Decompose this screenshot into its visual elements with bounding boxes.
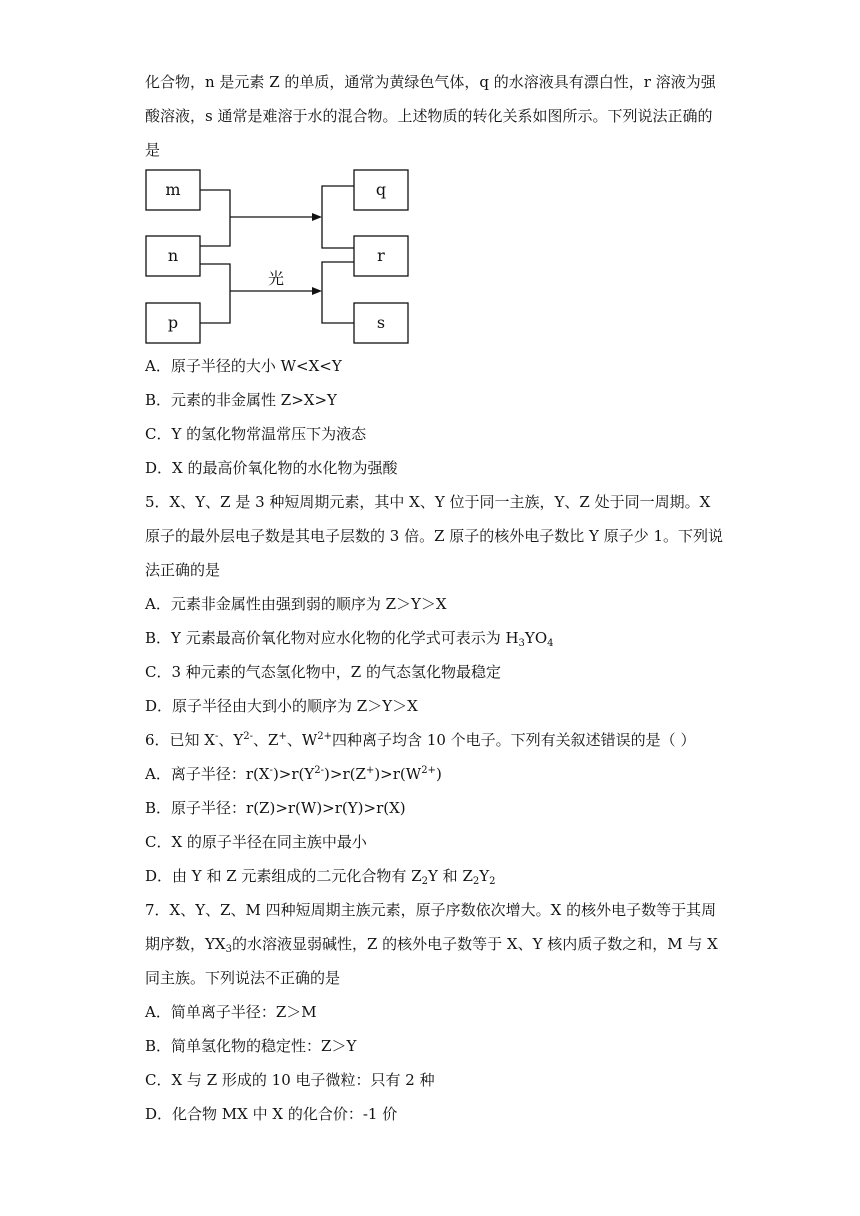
label-r: r [377, 246, 385, 265]
q7-stem-line-2: 期序数，$YX_3$的水溶液显弱碱性，Z 的核外电子数等于 X、Y 核内质子数之和，M 与 X [145, 935, 718, 955]
q5-option-b: B．Y 元素最高价氧化物对应水化物的化学式可表示为 $H_3YO_4$ [145, 629, 554, 649]
q7-option-b: B．简单氢化物的稳定性：Z＞Y [145, 1037, 357, 1055]
bracket-q-r [322, 186, 354, 248]
q6-stem: 6．已知 X-、$Y^{2-}$、Z+、$W^{2+}$四种离子均含 10 个电子。下列有关叙述错误的是（ ） [145, 731, 696, 749]
q5-stem-line-2: 原子的最外层电子数是其电子层数的 3 倍。Z 原子的核外电子数比 Y 原子少 1。下列说 [145, 527, 724, 545]
q7-option-d: D．化合物 MX 中 X 的化合价：-1 价 [145, 1105, 398, 1123]
label-s: s [376, 313, 386, 332]
q6-option-d: D．由 Y 和 Z 元素组成的二元化合物有 $Z_2Y$ 和 $Z_2Y_2$ [145, 867, 496, 887]
q6-option-c: C．X 的原子半径在同主族中最小 [145, 833, 367, 851]
arrowhead-lower [312, 287, 322, 295]
q4-option-d: D．X 的最高价氧化物的水化物为强酸 [145, 459, 398, 477]
label-light: 光 [267, 269, 285, 288]
intro-line-3: 是 [145, 141, 161, 159]
q5-option-c: C．3 种元素的气态氢化物中，Z 的气态氢化物最稳定 [145, 663, 501, 681]
label-n: n [167, 246, 179, 265]
label-m: m [165, 180, 181, 199]
intro-line-1: 化合物，n 是元素 Z 的单质，通常为黄绿色气体，q 的水溶液具有漂白性，r 溶液为强 [145, 73, 716, 91]
q4-option-c: C．Y 的氢化物常温常压下为液态 [145, 425, 367, 443]
label-p: p [167, 313, 179, 332]
q6-option-b: B．原子半径：r(Z)>r(W)>r(Y)>r(X) [145, 799, 406, 817]
q7-option-a: A．简单离子半径：Z＞M [145, 1003, 317, 1021]
q4-option-b: B．元素的非金属性 Z>X>Y [145, 391, 337, 409]
q5-option-a: A．元素非金属性由强到弱的顺序为 Z＞Y＞X [145, 595, 447, 613]
label-q: q [375, 180, 387, 199]
arrowhead-upper [312, 213, 322, 221]
bracket-m-n [200, 190, 230, 246]
q5-option-d: D．原子半径由大到小的顺序为 Z＞Y＞X [145, 697, 418, 715]
conversion-diagram [140, 160, 420, 350]
q7-stem-line-3: 同主族。下列说法不正确的是 [145, 969, 341, 987]
bracket-r-s [322, 262, 354, 323]
intro-line-2: 酸溶液，s 通常是难溶于水的混合物。上述物质的转化关系如图所示。下列说法正确的 [145, 107, 713, 125]
q6-option-a: A．离子半径：$r(X^-)>r(Y^{2-})>r(Z^+)>r(W^{2+})$ [145, 765, 442, 783]
q5-stem-line-1: 5．X、Y、Z 是 3 种短周期元素，其中 X、Y 位于同一主族，Y、Z 处于同一周期。X [145, 493, 711, 511]
bracket-n-p [200, 264, 230, 323]
q5-stem-line-3: 法正确的是 [145, 561, 221, 579]
q4-option-a: A．原子半径的大小 W<X<Y [145, 357, 342, 375]
q7-stem-line-1: 7．X、Y、Z、M 四种短周期主族元素，原子序数依次增大。X 的核外电子数等于其周 [145, 901, 717, 919]
q7-option-c: C．X 与 Z 形成的 10 电子微粒：只有 2 种 [145, 1071, 435, 1089]
